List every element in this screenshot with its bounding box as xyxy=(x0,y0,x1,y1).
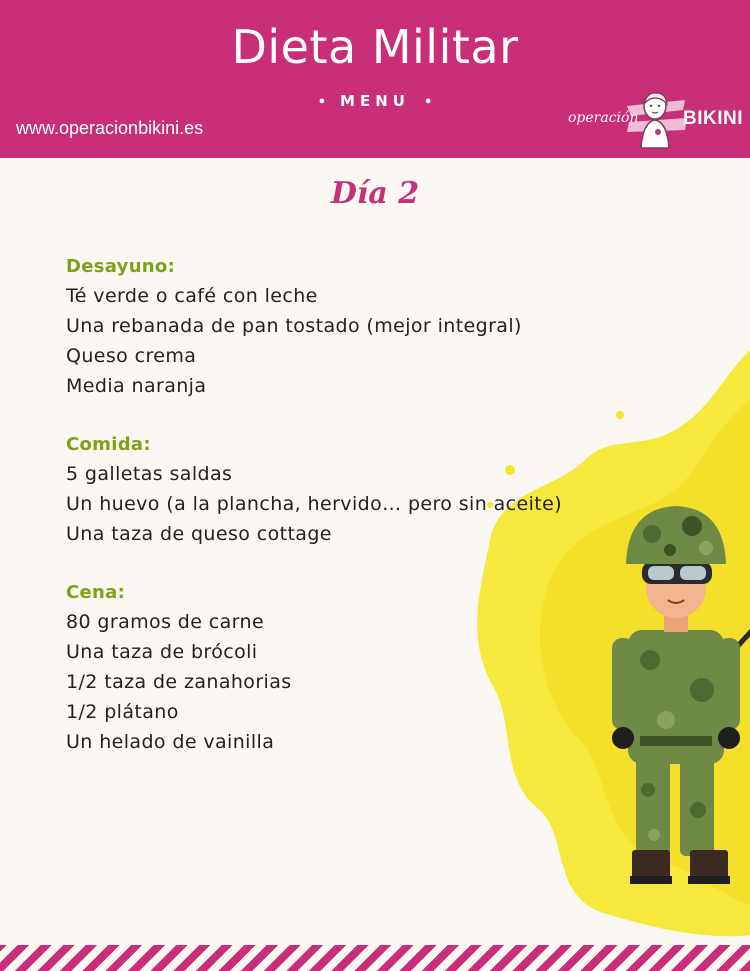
meal-item: Un huevo (a la plancha, hervido… pero sin aceite) xyxy=(66,493,563,515)
meal-heading: Comida: xyxy=(66,434,151,455)
meal-item: 1/2 taza de zanahorias xyxy=(66,671,292,693)
meal-item: Queso crema xyxy=(66,345,197,367)
meal-item: Una taza de queso cottage xyxy=(66,523,332,545)
menu-label-text: MENU xyxy=(340,92,410,110)
page-title: Dieta Militar xyxy=(231,20,519,74)
meal-section xyxy=(66,431,666,549)
meal-item: Media naranja xyxy=(66,375,207,397)
logo-brand: BIKINI xyxy=(683,108,743,129)
logo-prefix: operación xyxy=(568,110,639,126)
meal-item: 1/2 plátano xyxy=(66,701,179,723)
bullet-icon: • xyxy=(317,95,327,110)
meal-item: 80 gramos de carne xyxy=(66,611,265,633)
meal-item: Una rebanada de pan tostado (mejor integral) xyxy=(66,315,522,337)
meal-item: Una taza de brócoli xyxy=(66,641,258,663)
meal-section xyxy=(66,579,666,757)
header-banner xyxy=(0,0,750,158)
meal-section xyxy=(66,253,666,401)
meal-heading: Desayuno: xyxy=(66,256,176,277)
brand-logo xyxy=(565,88,745,150)
meal-item: Un helado de vainilla xyxy=(66,731,275,753)
website-link[interactable]: www.operacionbikini.es xyxy=(16,118,204,138)
striped-footer-border xyxy=(0,945,750,971)
bullet-icon: • xyxy=(423,95,433,110)
meal-heading: Cena: xyxy=(66,582,126,603)
meal-item: Té verde o café con leche xyxy=(66,285,318,307)
meal-item: 5 galletas saldas xyxy=(66,463,233,485)
menu-content xyxy=(66,253,666,787)
day-title: Día 2 xyxy=(330,176,420,211)
